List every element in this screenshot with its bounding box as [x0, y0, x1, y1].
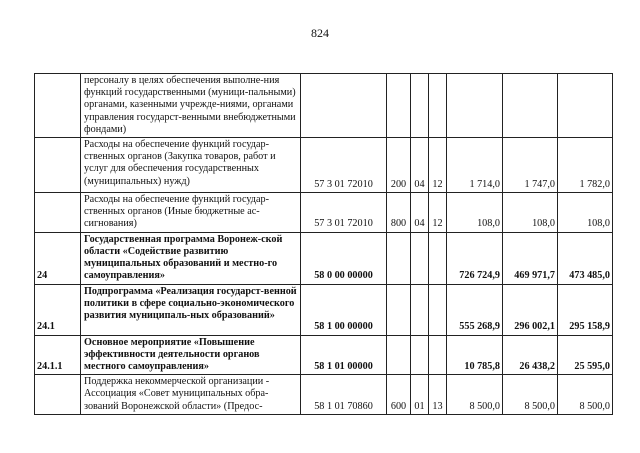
section-cell	[411, 232, 429, 284]
row-name-cell: Государственная программа Воронеж-ской области «Содействие развитию муниципальных образований и местно-го самоуправления»	[81, 232, 301, 284]
target-article-code-cell: 57 3 01 72010	[301, 193, 387, 233]
amount-year2-cell: 1 747,0	[503, 138, 558, 193]
row-name-cell: персоналу в целях обеспечения выполне-ния функций государственными (муници-пальными) органами, казенными учрежде-ниями, органами управления государст-венными внебюджетными фондами)	[81, 74, 301, 138]
row-name-cell: Подпрограмма «Реализация государст-венной политики в сфере социально-экономического развития муниципаль-ных образований»	[81, 284, 301, 335]
row-number-cell: 24.1	[35, 284, 81, 335]
row-number-cell: 24	[35, 232, 81, 284]
row-name-cell: Расходы на обеспечение функций государ-ственных органов (Закупка товаров, работ и услуг для обеспечения государственных (муниципальных) нужд)	[81, 138, 301, 193]
target-article-code-cell: 58 0 00 00000	[301, 232, 387, 284]
amount-year1-cell: 108,0	[447, 193, 503, 233]
amount-year2-cell	[503, 74, 558, 138]
expense-type-cell: 200	[387, 138, 411, 193]
amount-year3-cell	[558, 74, 613, 138]
amount-year2-cell: 469 971,7	[503, 232, 558, 284]
target-article-code-cell: 58 1 01 00000	[301, 335, 387, 375]
section-cell	[411, 74, 429, 138]
amount-year3-cell: 108,0	[558, 193, 613, 233]
amount-year3-cell: 1 782,0	[558, 138, 613, 193]
target-article-code-cell: 58 1 01 70860	[301, 375, 387, 415]
expense-type-cell	[387, 284, 411, 335]
target-article-code-cell: 57 3 01 72010	[301, 138, 387, 193]
table-row	[35, 138, 613, 193]
amount-year3-cell: 295 158,9	[558, 284, 613, 335]
table-row	[35, 335, 613, 375]
amount-year3-cell: 25 595,0	[558, 335, 613, 375]
amount-year2-cell: 26 438,2	[503, 335, 558, 375]
amount-year1-cell	[447, 74, 503, 138]
amount-year3-cell: 473 485,0	[558, 232, 613, 284]
table-row	[35, 74, 613, 138]
amount-year3-cell: 8 500,0	[558, 375, 613, 415]
table-row	[35, 284, 613, 335]
table-row	[35, 232, 613, 284]
budget-table	[34, 73, 613, 415]
section-cell	[411, 284, 429, 335]
expense-type-cell: 800	[387, 193, 411, 233]
subsection-cell	[429, 335, 447, 375]
amount-year1-cell: 10 785,8	[447, 335, 503, 375]
amount-year2-cell: 8 500,0	[503, 375, 558, 415]
row-number-cell: 24.1.1	[35, 335, 81, 375]
row-number-cell	[35, 74, 81, 138]
amount-year2-cell: 108,0	[503, 193, 558, 233]
amount-year1-cell: 1 714,0	[447, 138, 503, 193]
row-name-cell: Основное мероприятие «Повышение эффективности деятельности органов местного самоуправления»	[81, 335, 301, 375]
row-number-cell	[35, 138, 81, 193]
subsection-cell	[429, 74, 447, 138]
section-cell: 04	[411, 138, 429, 193]
amount-year1-cell: 8 500,0	[447, 375, 503, 415]
subsection-cell	[429, 232, 447, 284]
section-cell: 01	[411, 375, 429, 415]
expense-type-cell	[387, 232, 411, 284]
target-article-code-cell: 58 1 00 00000	[301, 284, 387, 335]
amount-year1-cell: 555 268,9	[447, 284, 503, 335]
row-name-cell: Поддержка некоммерческой организации - Ассоциация «Совет муниципальных обра-зований Воронежской области» (Предос-	[81, 375, 301, 415]
expense-type-cell	[387, 74, 411, 138]
table-row	[35, 193, 613, 233]
subsection-cell: 12	[429, 138, 447, 193]
expense-type-cell	[387, 335, 411, 375]
amount-year1-cell: 726 724,9	[447, 232, 503, 284]
subsection-cell: 12	[429, 193, 447, 233]
page-number: 824	[311, 26, 329, 40]
subsection-cell	[429, 284, 447, 335]
table-row	[35, 375, 613, 415]
row-name-cell: Расходы на обеспечение функций государ-ственных органов (Иные бюджетные ас-сигнования)	[81, 193, 301, 233]
row-number-cell	[35, 375, 81, 415]
row-number-cell	[35, 193, 81, 233]
section-cell: 04	[411, 193, 429, 233]
section-cell	[411, 335, 429, 375]
expense-type-cell: 600	[387, 375, 411, 415]
subsection-cell: 13	[429, 375, 447, 415]
amount-year2-cell: 296 002,1	[503, 284, 558, 335]
target-article-code-cell	[301, 74, 387, 138]
